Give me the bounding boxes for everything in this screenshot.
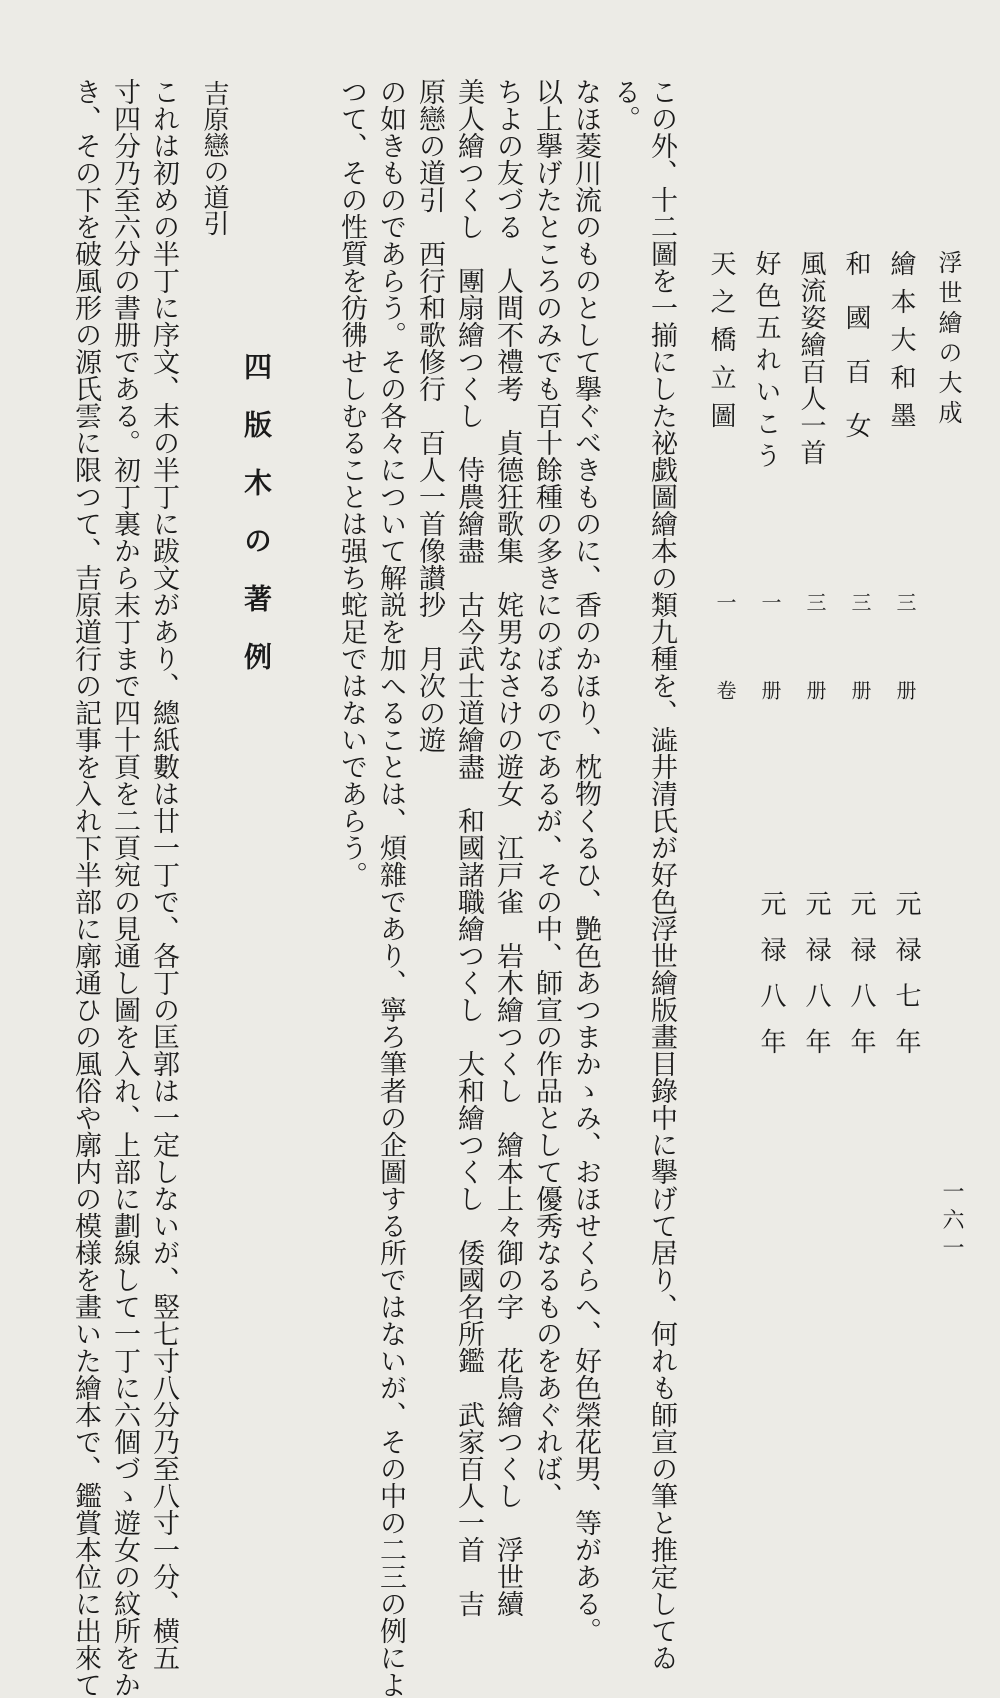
book-unit: 册 [848,680,872,700]
book-date: 元禄八年 [846,890,876,1074]
book-date: 元禄八年 [756,890,786,1074]
book-count: 三 [848,592,872,612]
book-entry [841,250,876,1074]
book-title: 繪本大和墨 [886,250,916,440]
book-entry [796,250,831,1074]
book-title: 和國百女 [841,250,871,466]
body-text-column: 原戀の道引 西行和歌修行 百人一首像讃抄 月次の遊 [414,78,445,753]
body-text-column: き、その下を破風形の源氏雲に限つて、吉原道行の記事を入れ下半部に廓通ひの風俗や廓内の模様を畫いた繪本で、鑑賞本位に出來て [70,78,101,1698]
running-title: 浮世繪の大成 [934,250,962,430]
book-title: 好色五れいこう [751,250,781,474]
book-unit: 册 [758,680,782,700]
book-entry [708,250,738,900]
body-text-column: なほ菱川流のものとして擧ぐべきものに、香のかほり、枕物くるひ、艶色あつまかゝみ、おほせくらへ、好色榮花男、等がある。 [570,78,601,1644]
book-unit: 册 [803,680,827,700]
body-text-column: 以上擧げたところのみでも百十餘種の多きにのぼるのであるが、その中、師宣の作品として優秀なるものをあぐれば、 [531,78,562,1509]
book-entry [751,250,786,1074]
body-text-column: る。 [609,78,640,132]
body-text-column: 寸四分乃至六分の書册である。初丁裏から末丁まで四十頁を二頁宛の見通し圖を入れ、上部に劃線して一丁に六個づゝ遊女の紋所をか [109,78,140,1698]
body-text-column: ちよの友づる 人間不禮考 貞德狂歌集 姹男なさけの遊女 江戸雀 岩木繪つくし 繪本上々御の字 花鳥繪つくし 浮世續 [492,78,523,1617]
book-title: 風流姿繪百人一首 [796,250,826,466]
section-heading: 四版木の著例 [240,352,273,700]
book-entry [886,250,921,1074]
body-text-column: この外、十二圖を一揃にした祕戯圖繪本の類九種を、澁井清氏が好色浮世繪版畫目錄中に擧げて居り、何れも師宣の筆と推定してゐ [646,78,677,1671]
book-count: 一 [713,592,737,612]
book-date: 元禄八年 [801,890,831,1074]
page-number: 一六一 [939,1180,964,1264]
body-text-column: の如きものであらう。その各々について解説を加へることは、煩雜であり、寧ろ筆者の企圖する所ではないが、その中の二三の例によ [375,78,406,1698]
book-count: 三 [803,592,827,612]
body-text-column: つて、その性質を彷彿せしむることは强ち蛇足ではないであらう。 [336,78,367,888]
book-count: 一 [758,592,782,612]
book-unit: 卷 [713,680,737,700]
book-unit: 册 [893,680,917,700]
subsection-heading: 吉原戀の道引 [199,80,229,236]
body-text-column: 美人繪つくし 團扇繪つくし 侍農繪盡 古今武士道繪盡 和國諸職繪つくし 大和繪つくし 倭國名所鑑 武家百人一首 吉 [453,78,484,1617]
book-date: 元禄七年 [891,890,921,1074]
book-count: 三 [893,592,917,612]
book-title: 天之橋立圖 [706,250,736,440]
body-text-column: これは初めの半丁に序文、末の半丁に跋文があり、總紙數は廿一丁で、各丁の匡郭は一定しないが、竪七寸八分乃至八寸一分、横五 [148,78,179,1671]
